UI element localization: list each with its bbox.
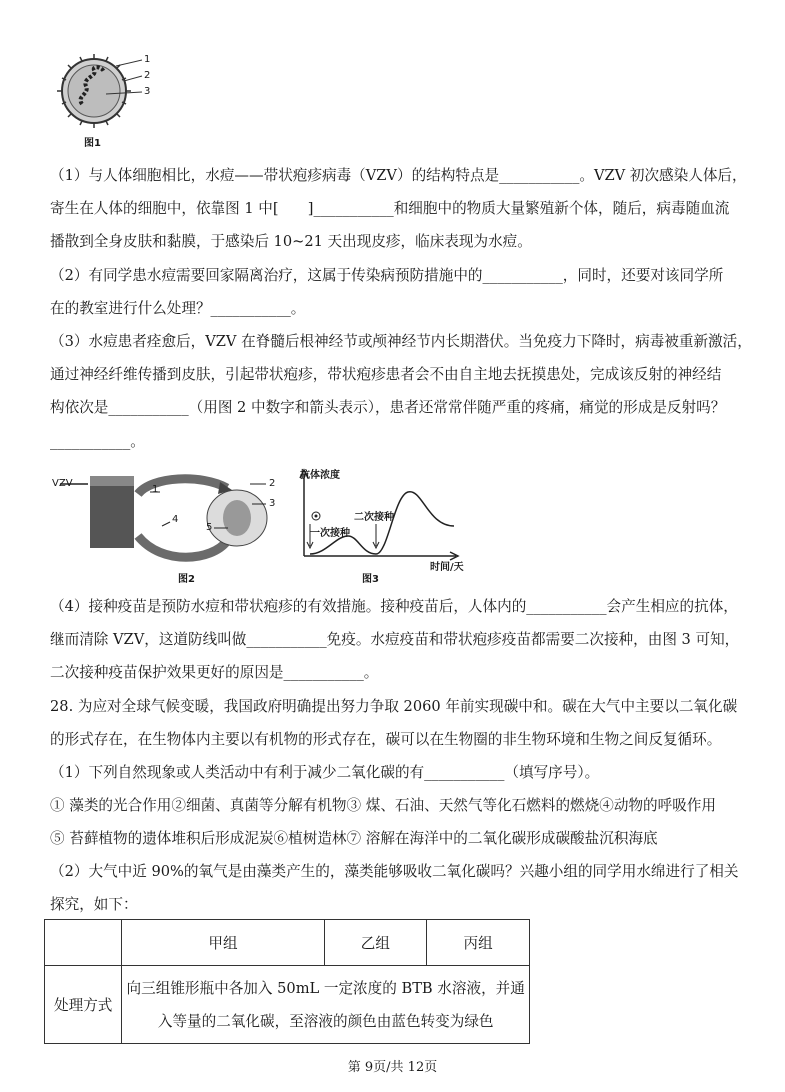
table-row-text-line2: 入等量的二氧化碳，至溶液的颜色由蓝色转变为绿色 [157, 1012, 494, 1030]
table-header-empty [45, 920, 122, 966]
table-row [45, 966, 530, 1044]
q27-part4-line2: 继而清除 VZV，这道防线叫做___________免疫。水痘疫苗和带状疱疹疫苗都需要二次接种，由图 3 可知， [50, 631, 740, 648]
q28-intro-line1: 28. 为应对全球气候变暖，我国政府明确提出努力争取 2060 年前实现碳中和。碳在大气中主要以二氧化碳 [50, 698, 738, 715]
q27-part3-line1: （3）水痘患者痊愈后，VZV 在脊髓后根神经节或颅神经节内长期潜伏。当免疫力下降时，病毒被重新激活， [50, 333, 752, 350]
q27-part3-line4: ___________。 [50, 433, 145, 450]
fig2-label-2: 2 [269, 478, 276, 489]
fig2-label-4: 4 [172, 514, 179, 525]
table-header-bing: 丙组 [427, 920, 530, 966]
figure-1 [54, 46, 164, 156]
q27-part4-line3: 二次接种疫苗保护效果更好的原因是___________。 [50, 664, 379, 681]
fig1-label-3: 3 [144, 86, 151, 97]
fig3-first-dose: 一次接种 [310, 528, 350, 539]
table-header-jia: 甲组 [122, 920, 324, 966]
table-row-label: 处理方式 [45, 966, 122, 1044]
figure-2 [52, 466, 282, 586]
q27-part1-line2: 寄生在人体的细胞中，依靠图 1 中[ ]___________和细胞中的物质大量繁殖新个体，随后，病毒随血流 [50, 200, 730, 217]
fig3-caption: 图3 [362, 574, 379, 585]
q28-sub2-line2: 探究，如下： [50, 896, 138, 913]
page-footer: 第 9页/共 12页 [347, 1060, 438, 1075]
q28-options-line1: ① 藻类的光合作用②细菌、真菌等分解有机物③ 煤、石油、天然气等化石燃料的燃烧④动物的呼吸作用 [50, 797, 717, 814]
fig2-label-5: 5 [206, 522, 213, 533]
q27-part1-line1: （1）与人体细胞相比，水痘——带状疱疹病毒（VZV）的结构特点是___________。VZV 初次感染人体后， [50, 167, 747, 184]
fig2-label-3: 3 [269, 498, 276, 509]
table-header-yi: 乙组 [324, 920, 427, 966]
q27-part3-line3: 构依次是___________（用图 2 中数字和箭头表示），患者还常常伴随严重的疼痛，痛觉的形成是反射吗？ [50, 399, 726, 416]
figure-3 [296, 466, 466, 586]
q28-sub1: （1）下列自然现象或人类活动中有利于减少二氧化碳的有___________（填写序号）。 [50, 764, 600, 781]
fig3-second-dose: 二次接种 [354, 512, 394, 523]
table-header-row [45, 920, 530, 966]
q27-part2-line2: 在的教室进行什么处理？___________。 [50, 300, 306, 317]
table-row-text-line1: 向三组锥形瓶中各加入 50mL 一定浓度的 BTB 水溶液，并通 [126, 979, 525, 997]
fig2-label-1: 1 [152, 484, 159, 495]
fig2-caption: 图2 [178, 574, 195, 585]
q27-part3-line2: 通过神经纤维传播到皮肤，引起带状疱疹，带状疱疹患者会不由自主地去抚摸患处，完成该反射的神经结 [50, 366, 722, 383]
fig1-caption: 图1 [84, 138, 101, 149]
fig1-label-2: 2 [144, 70, 151, 81]
table-row-content [122, 966, 530, 1044]
q27-part2-line1: （2）有同学患水痘需要回家隔离治疗，这属于传染病预防措施中的___________，同时，还要对该同学所 [50, 267, 724, 284]
q28-sub2-line1: （2）大气中近 90%的氧气是由藻类产生的，藻类能够吸收二氧化碳吗？兴趣小组的同学用水绵进行了相关 [50, 863, 739, 880]
q27-part4-line1: （4）接种疫苗是预防水痘和带状疱疹的有效措施。接种疫苗后，人体内的___________会产生相应的抗体， [50, 598, 738, 615]
fig3-xlabel: 时间/天 [430, 562, 464, 573]
q28-options-line2: ⑤ 苔藓植物的遗体堆积后形成泥炭⑥植树造林⑦ 溶解在海洋中的二氧化碳形成碳酸盐沉积海底 [50, 830, 658, 847]
fig3-ylabel: 抗体浓度 [300, 470, 340, 481]
reflex-arc-diagram [52, 466, 282, 576]
q27-part1-line3: 播散到全身皮肤和黏膜，于感染后 10~21 天出现皮疹，临床表现为水痘。 [50, 233, 532, 250]
q28-intro-line2: 的形式存在，在生物体内主要以有机物的形式存在，碳可以在生物圈的非生物环境和生物之间反复循环。 [50, 731, 722, 748]
fig2-vzv-label: VZV [52, 478, 73, 489]
fig1-label-1: 1 [144, 54, 151, 65]
experiment-table [44, 919, 530, 1044]
